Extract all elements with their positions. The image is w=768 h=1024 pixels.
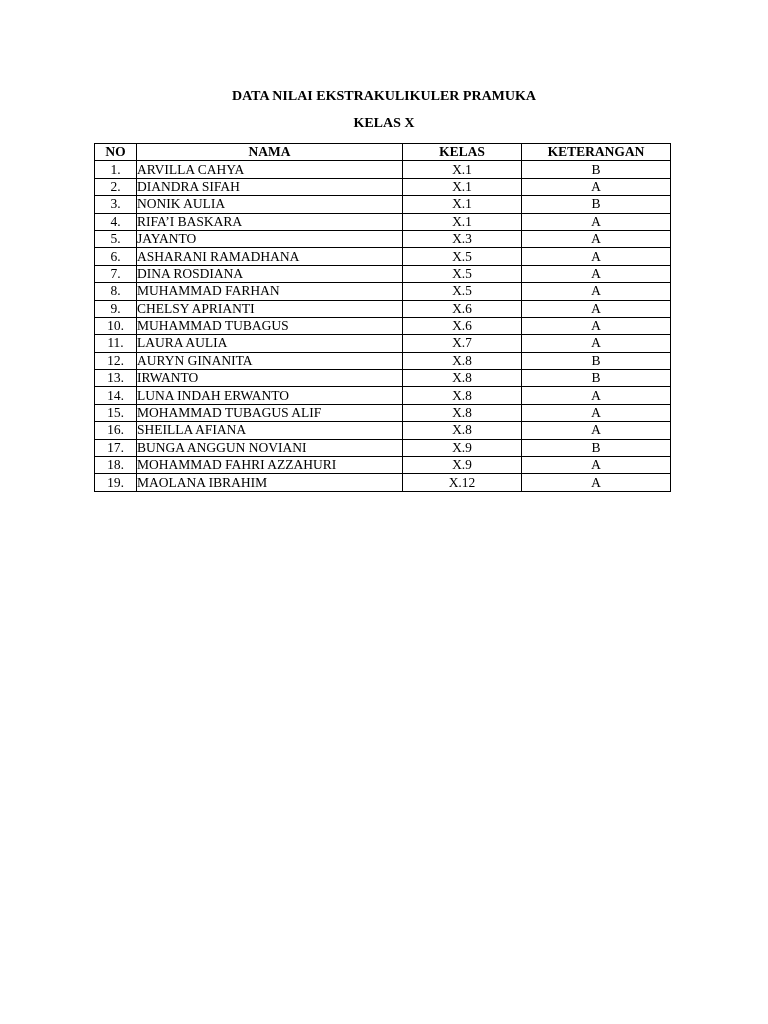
cell-kelas: X.8 — [403, 404, 522, 421]
cell-no: 14. — [95, 387, 137, 404]
cell-kelas: X.9 — [403, 457, 522, 474]
cell-keterangan: A — [522, 457, 671, 474]
cell-no: 8. — [95, 283, 137, 300]
cell-kelas: X.1 — [403, 213, 522, 230]
table-row — [95, 283, 671, 300]
table-row — [95, 370, 671, 387]
cell-nama: AURYN GINANITA — [137, 352, 403, 369]
cell-keterangan: A — [522, 178, 671, 195]
cell-kelas: X.8 — [403, 387, 522, 404]
table-row — [95, 422, 671, 439]
cell-nama: BUNGA ANGGUN NOVIANI — [137, 439, 403, 456]
cell-no: 19. — [95, 474, 137, 491]
cell-kelas: X.1 — [403, 178, 522, 195]
cell-nama: ASHARANI RAMADHANA — [137, 248, 403, 265]
cell-kelas: X.5 — [403, 283, 522, 300]
table-row — [95, 300, 671, 317]
header-no: NO — [95, 144, 137, 161]
cell-keterangan: B — [522, 196, 671, 213]
cell-keterangan: A — [522, 317, 671, 334]
cell-no: 15. — [95, 404, 137, 421]
cell-keterangan: B — [522, 439, 671, 456]
cell-no: 1. — [95, 161, 137, 178]
cell-kelas: X.7 — [403, 335, 522, 352]
document-title: DATA NILAI EKSTRAKULIKULER PRAMUKA — [231, 89, 536, 104]
cell-nama: MUHAMMAD FARHAN — [137, 283, 403, 300]
cell-kelas: X.8 — [403, 422, 522, 439]
cell-keterangan: B — [522, 161, 671, 178]
cell-nama: DIANDRA SIFAH — [137, 178, 403, 195]
cell-keterangan: A — [522, 300, 671, 317]
cell-nama: LUNA INDAH ERWANTO — [137, 387, 403, 404]
cell-no: 16. — [95, 422, 137, 439]
table-row — [95, 335, 671, 352]
cell-no: 18. — [95, 457, 137, 474]
cell-kelas: X.8 — [403, 352, 522, 369]
cell-nama: JAYANTO — [137, 230, 403, 247]
cell-nama: MUHAMMAD TUBAGUS — [137, 317, 403, 334]
scores-table — [94, 143, 671, 492]
cell-no: 10. — [95, 317, 137, 334]
cell-nama: ARVILLA CAHYA — [137, 161, 403, 178]
table-header — [95, 144, 671, 161]
cell-no: 12. — [95, 352, 137, 369]
cell-keterangan: A — [522, 213, 671, 230]
cell-kelas: X.6 — [403, 300, 522, 317]
cell-keterangan: A — [522, 335, 671, 352]
cell-nama: RIFA’I BASKARA — [137, 213, 403, 230]
cell-kelas: X.6 — [403, 317, 522, 334]
table-row — [95, 439, 671, 456]
header-row — [95, 144, 671, 161]
cell-no: 2. — [95, 178, 137, 195]
cell-kelas: X.12 — [403, 474, 522, 491]
table-body — [95, 161, 671, 491]
cell-keterangan: A — [522, 230, 671, 247]
cell-nama: NONIK AULIA — [137, 196, 403, 213]
cell-keterangan: A — [522, 387, 671, 404]
cell-nama: MOHAMMAD TUBAGUS ALIF — [137, 404, 403, 421]
table-row — [95, 178, 671, 195]
cell-kelas: X.8 — [403, 370, 522, 387]
cell-no: 7. — [95, 265, 137, 282]
document-subtitle: KELAS X — [353, 116, 415, 131]
cell-kelas: X.5 — [403, 265, 522, 282]
cell-nama: MAOLANA IBRAHIM — [137, 474, 403, 491]
cell-kelas: X.1 — [403, 161, 522, 178]
cell-kelas: X.9 — [403, 439, 522, 456]
table-row — [95, 248, 671, 265]
cell-nama: LAURA AULIA — [137, 335, 403, 352]
table-row — [95, 265, 671, 282]
cell-keterangan: A — [522, 404, 671, 421]
cell-keterangan: A — [522, 283, 671, 300]
table-row — [95, 387, 671, 404]
cell-keterangan: A — [522, 474, 671, 491]
table-row — [95, 474, 671, 491]
cell-keterangan: A — [522, 265, 671, 282]
cell-kelas: X.5 — [403, 248, 522, 265]
cell-no: 5. — [95, 230, 137, 247]
table-row — [95, 317, 671, 334]
header-keterangan: KETERANGAN — [522, 144, 671, 161]
cell-no: 3. — [95, 196, 137, 213]
cell-no: 9. — [95, 300, 137, 317]
cell-nama: IRWANTO — [137, 370, 403, 387]
cell-keterangan: B — [522, 370, 671, 387]
table-row — [95, 352, 671, 369]
cell-nama: MOHAMMAD FAHRI AZZAHURI — [137, 457, 403, 474]
table-row — [95, 457, 671, 474]
table-row — [95, 230, 671, 247]
table-row — [95, 161, 671, 178]
cell-no: 4. — [95, 213, 137, 230]
cell-no: 13. — [95, 370, 137, 387]
table-row — [95, 404, 671, 421]
cell-nama: SHEILLA AFIANA — [137, 422, 403, 439]
table-row — [95, 196, 671, 213]
cell-no: 11. — [95, 335, 137, 352]
cell-nama: DINA ROSDIANA — [137, 265, 403, 282]
cell-kelas: X.1 — [403, 196, 522, 213]
cell-keterangan: A — [522, 248, 671, 265]
table-row — [95, 213, 671, 230]
cell-no: 17. — [95, 439, 137, 456]
cell-kelas: X.3 — [403, 230, 522, 247]
cell-no: 6. — [95, 248, 137, 265]
cell-nama: CHELSY APRIANTI — [137, 300, 403, 317]
cell-keterangan: A — [522, 422, 671, 439]
header-nama: NAMA — [137, 144, 403, 161]
cell-keterangan: B — [522, 352, 671, 369]
header-kelas: KELAS — [403, 144, 522, 161]
